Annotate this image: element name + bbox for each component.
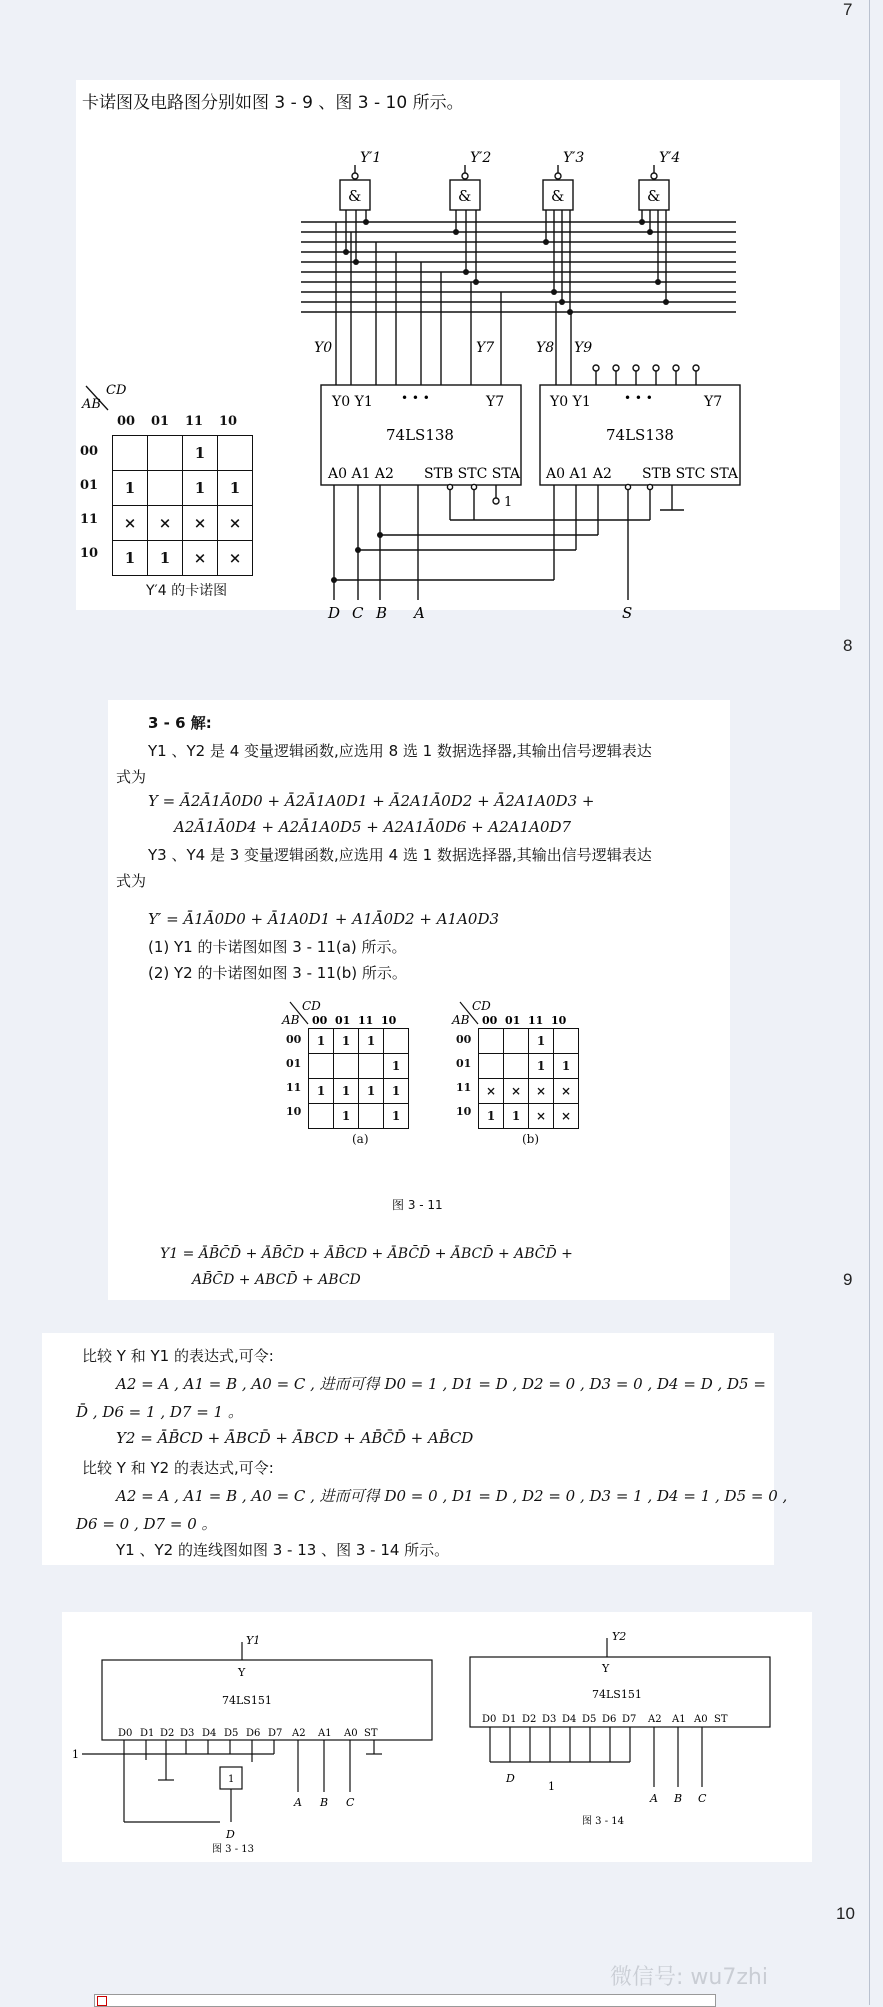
mux2-pin: D0 [482, 1714, 497, 1725]
wechat-watermark: 微信号: wu7zhi [610, 1965, 768, 1990]
svg-text:10: 10 [381, 1014, 397, 1027]
page-number: 9 [843, 1270, 853, 1289]
compare-y-y1: 比较 Y 和 Y1 的表达式,可令: [82, 1347, 274, 1365]
kmap-ab-label: AB [82, 397, 101, 412]
equation-y1: Y1 = ĀB̄C̄D̄ + ĀB̄C̄D + ĀB̄CD + ĀBC̄D̄ + ĀBCD̄ + ABC̄D̄ + [160, 1246, 573, 1262]
solution-3-6-card: 3 - 6 解: Y1 、Y2 是 4 变量逻辑函数,应选用 8 选 1 数据选择器,其输出信号逻辑表达 式为 Y = Ā2Ā1Ā0D0 + Ā2Ā1A0D1 + Ā2A1Ā0D2 + Ā2A1A0D3 + A2Ā1Ā0D4 + A2Ā1A0D5 + A2A1Ā0D6 + A2A1A0D7 Y3 、Y4 是 3 变量逻辑函数,应选用 4 选 1 数据选择器,其输出信号逻辑表达 式为 Y′ = Ā1Ā0D0 + Ā1A0D1 + A1Ā0D2 + A1A0D3 (1) Y1 的卡诺图如图 3 - 11(a) 所示。 (2) Y2 的卡诺图如图 3 - 11(b) 所示。 AB CD 00 01 11 10 00 01 11 10 1 1 1 1 1 1 1 1 1 1 (a) AB CD 00 01 11 10 00 01 11 10 1 1 1 × × × × 1 1 × × (b) 图 3 - 11 Y1 = ĀB̄C̄D̄ + ĀB̄C̄D + ĀB̄CD + ĀBC̄D̄ + ĀBCD̄ + ABC̄D̄ + AB̄C̄D + ABCD̄ + ABCD [108, 700, 730, 1300]
mux1-inverter: 1 [228, 1774, 235, 1785]
decoder1-top-pins: Y0 Y1 [332, 394, 373, 410]
assign-1: A2 = A , A1 = B , A0 = C , 进而可得 D0 = 1 , D1 = D , D2 = 0 , D3 = 0 , D4 = D , D5 = [116, 1375, 766, 1393]
decoder2-enable-pins: STB STC STA [642, 466, 739, 482]
equation-y1-cont: AB̄C̄D + ABCD̄ + ABCD [192, 1272, 361, 1288]
svg-text:01: 01 [335, 1014, 351, 1027]
mux1-a: A [294, 1796, 302, 1809]
wire-label-y8: Y8 [536, 340, 555, 356]
connection-note: Y1 、Y2 的连线图如图 3 - 13 、图 3 - 14 所示。 [116, 1541, 450, 1559]
mux1-name: 74LS151 [222, 1694, 272, 1707]
mux1-pin: A1 [318, 1728, 332, 1739]
output-label: Y′4 [659, 150, 681, 166]
comparison-card [42, 1333, 788, 1565]
mux1-d: D [226, 1828, 235, 1841]
wire-label-y7: Y7 [476, 340, 495, 356]
kmap-a-label: (a) [352, 1132, 369, 1146]
mux2-b: B [674, 1792, 683, 1805]
output-label: Y′1 [360, 150, 382, 166]
mux2-c: C [698, 1792, 707, 1805]
decoder1-const-one: 1 [504, 495, 513, 510]
decoder2-y7: Y7 [704, 394, 723, 410]
solution-paragraph-2b: 式为 [116, 872, 147, 890]
svg-text:00: 00 [312, 1014, 328, 1027]
mux2-name: 74LS151 [592, 1688, 642, 1701]
figure-3-13-caption: 图 3 - 13 [212, 1844, 255, 1855]
and-gate-label: & [551, 187, 565, 205]
mux1-input-one: 1 [72, 1748, 79, 1761]
svg-text:11: 11 [358, 1014, 374, 1027]
mux1-pin: ST [364, 1728, 378, 1739]
kmap-b-cells: 1 1 1 × × × × 1 1 × × [478, 1028, 579, 1129]
assign-1-cont: D̄ , D6 = 1 , D7 = 1 。 [76, 1403, 243, 1421]
mux2-y-out: Y2 [612, 1630, 627, 1643]
mux1-pin: D4 [202, 1728, 217, 1739]
svg-text:00: 00 [482, 1014, 498, 1027]
mux2-y: Y [602, 1662, 610, 1675]
figure-3-11-caption: 图 3 - 11 [392, 1198, 443, 1212]
solution-item-2: (2) Y2 的卡诺图如图 3 - 11(b) 所示。 [148, 964, 407, 982]
figure-3-14-caption: 图 3 - 14 [582, 1816, 625, 1827]
svg-text:01: 01 [505, 1014, 521, 1027]
mux2-pin: A0 [694, 1714, 708, 1725]
mux1-b: B [320, 1796, 329, 1809]
decoder1-name: 74LS138 [386, 426, 454, 444]
assign-2: A2 = A , A1 = B , A0 = C , 进而可得 D0 = 0 , D1 = D , D2 = 0 , D3 = 1 , D4 = 1 , D5 = 0 , [116, 1487, 788, 1505]
decoder1-dots: • • • [401, 391, 430, 405]
wire-label-y9: Y9 [574, 340, 593, 356]
solution-paragraph-2: Y3 、Y4 是 3 变量逻辑函数,应选用 4 选 1 数据选择器,其输出信号逻辑表达 [148, 846, 652, 864]
decoder2-top-pins: Y0 Y1 [550, 394, 591, 410]
input-b: B [376, 604, 388, 622]
svg-text:11: 11 [528, 1014, 544, 1027]
decoder1-address-pins: A0 A1 A2 [328, 466, 394, 482]
svg-text:AB: AB [452, 1013, 470, 1027]
and-gate-label: & [647, 187, 661, 205]
mux2-pin: D1 [502, 1714, 517, 1725]
mux2-a: A [650, 1792, 658, 1805]
compare-y-y2: 比较 Y 和 Y2 的表达式,可令: [82, 1459, 274, 1477]
section-caption: 卡诺图及电路图分别如图 3 - 9 、图 3 - 10 所示。 [82, 93, 464, 113]
page-number: 10 [836, 1904, 855, 1923]
mux2-pin: D4 [562, 1714, 577, 1725]
mux1-y-out: Y1 [246, 1634, 261, 1647]
solution-title: 3 - 6 解: [148, 714, 212, 732]
wire-label-y0: Y0 [314, 340, 333, 356]
equation-y2: Y2 = ĀB̄CD + ĀBCD̄ + ĀBCD + AB̄C̄D̄ + AB̄CD [116, 1429, 474, 1447]
mux1-y: Y [238, 1666, 246, 1679]
assign-2-cont: D6 = 0 , D7 = 0 。 [76, 1515, 217, 1533]
kmap-a-cells: 1 1 1 1 1 1 1 1 1 1 [308, 1028, 409, 1129]
solution-item-1: (1) Y1 的卡诺图如图 3 - 11(a) 所示。 [148, 938, 407, 956]
page-number: 7 [843, 0, 853, 19]
mux2-pin: D3 [542, 1714, 557, 1725]
mux2-pin: A2 [648, 1714, 662, 1725]
input-d: D [328, 604, 341, 622]
equation-y: Y = Ā2Ā1Ā0D0 + Ā2Ā1A0D1 + Ā2A1Ā0D2 + Ā2A1A0D3 + [148, 792, 595, 810]
solution-paragraph-1: Y1 、Y2 是 4 变量逻辑函数,应选用 8 选 1 数据选择器,其输出信号逻辑表达 [148, 742, 652, 760]
broken-image-strip [94, 1994, 716, 2007]
mux2-pin: D2 [522, 1714, 537, 1725]
mux1-pin: A0 [344, 1728, 358, 1739]
page-number: 8 [843, 636, 853, 655]
mux1-pin: D1 [140, 1728, 155, 1739]
and-gate-label: & [458, 187, 472, 205]
mux1-pin: A2 [292, 1728, 306, 1739]
kmap-y4-caption: Y′4 的卡诺图 [146, 583, 228, 599]
equation-y-prime: Y′ = Ā1Ā0D0 + Ā1A0D1 + A1Ā0D2 + A1A0D3 [148, 910, 500, 928]
mux1-c: C [346, 1796, 355, 1809]
decoder1-enable-pins: STB STC STA [424, 466, 521, 482]
broken-image-icon [97, 1996, 107, 2006]
decoder2-address-pins: A0 A1 A2 [546, 466, 612, 482]
mux2-pin: A1 [672, 1714, 686, 1725]
mux1-pin: D7 [268, 1728, 283, 1739]
mux1-pin: D6 [246, 1728, 261, 1739]
mux2-pin: D5 [582, 1714, 597, 1725]
mux2-d: D [506, 1772, 515, 1785]
mux2-one: 1 [548, 1780, 555, 1793]
input-s: S [622, 604, 633, 622]
output-label: Y′3 [563, 150, 585, 166]
decoder1-y7: Y7 [486, 394, 505, 410]
wiring-diagrams [62, 1612, 812, 1862]
mux2-pin: ST [714, 1714, 728, 1725]
decoder2-dots: • • • [624, 391, 653, 405]
mux1-pin: D3 [180, 1728, 195, 1739]
wiring-diagrams-card [62, 1612, 812, 1862]
kmap-y4-cells: 1 1 1 1 × × × × 1 1 × × [112, 435, 253, 576]
svg-text:CD: CD [302, 999, 321, 1013]
equation-y-cont: A2Ā1Ā0D4 + A2Ā1A0D5 + A2A1Ā0D6 + A2A1A0D7 [174, 818, 572, 836]
and-gate-label: & [348, 187, 362, 205]
mux1-pin: D0 [118, 1728, 133, 1739]
mux1-pin: D5 [224, 1728, 239, 1739]
input-a: A [414, 604, 425, 622]
mux1-pin: D2 [160, 1728, 175, 1739]
input-c: C [352, 604, 364, 622]
mux2-pin: D6 [602, 1714, 617, 1725]
svg-text:10: 10 [551, 1014, 567, 1027]
solution-paragraph-1b: 式为 [116, 768, 147, 786]
svg-text:AB: AB [282, 1013, 300, 1027]
figure-3-9-3-10-card: 卡诺图及电路图分别如图 3 - 9 、图 3 - 10 所示。 & & & & Y′1 Y′2 Y′3 Y′4 Y0 Y7 Y8 Y9 Y0 Y1 • • • Y7 74LS138 A0 A1 A2 STB STC STA 1 Y0 Y1 • • • Y7 74LS138 A0 A1 A2 STB STC STA D C B A S AB CD 00 01 11 10 00 01 11 10 1 1 1 1 × × × × 1 1 × × Y′4 的卡诺图 [76, 80, 840, 610]
mux2-pin: D7 [622, 1714, 637, 1725]
output-label: Y′2 [470, 150, 492, 166]
decoder2-name: 74LS138 [606, 426, 674, 444]
kmap-b-label: (b) [522, 1132, 540, 1146]
kmap-cd-label: CD [106, 383, 127, 398]
svg-text:CD: CD [472, 999, 491, 1013]
